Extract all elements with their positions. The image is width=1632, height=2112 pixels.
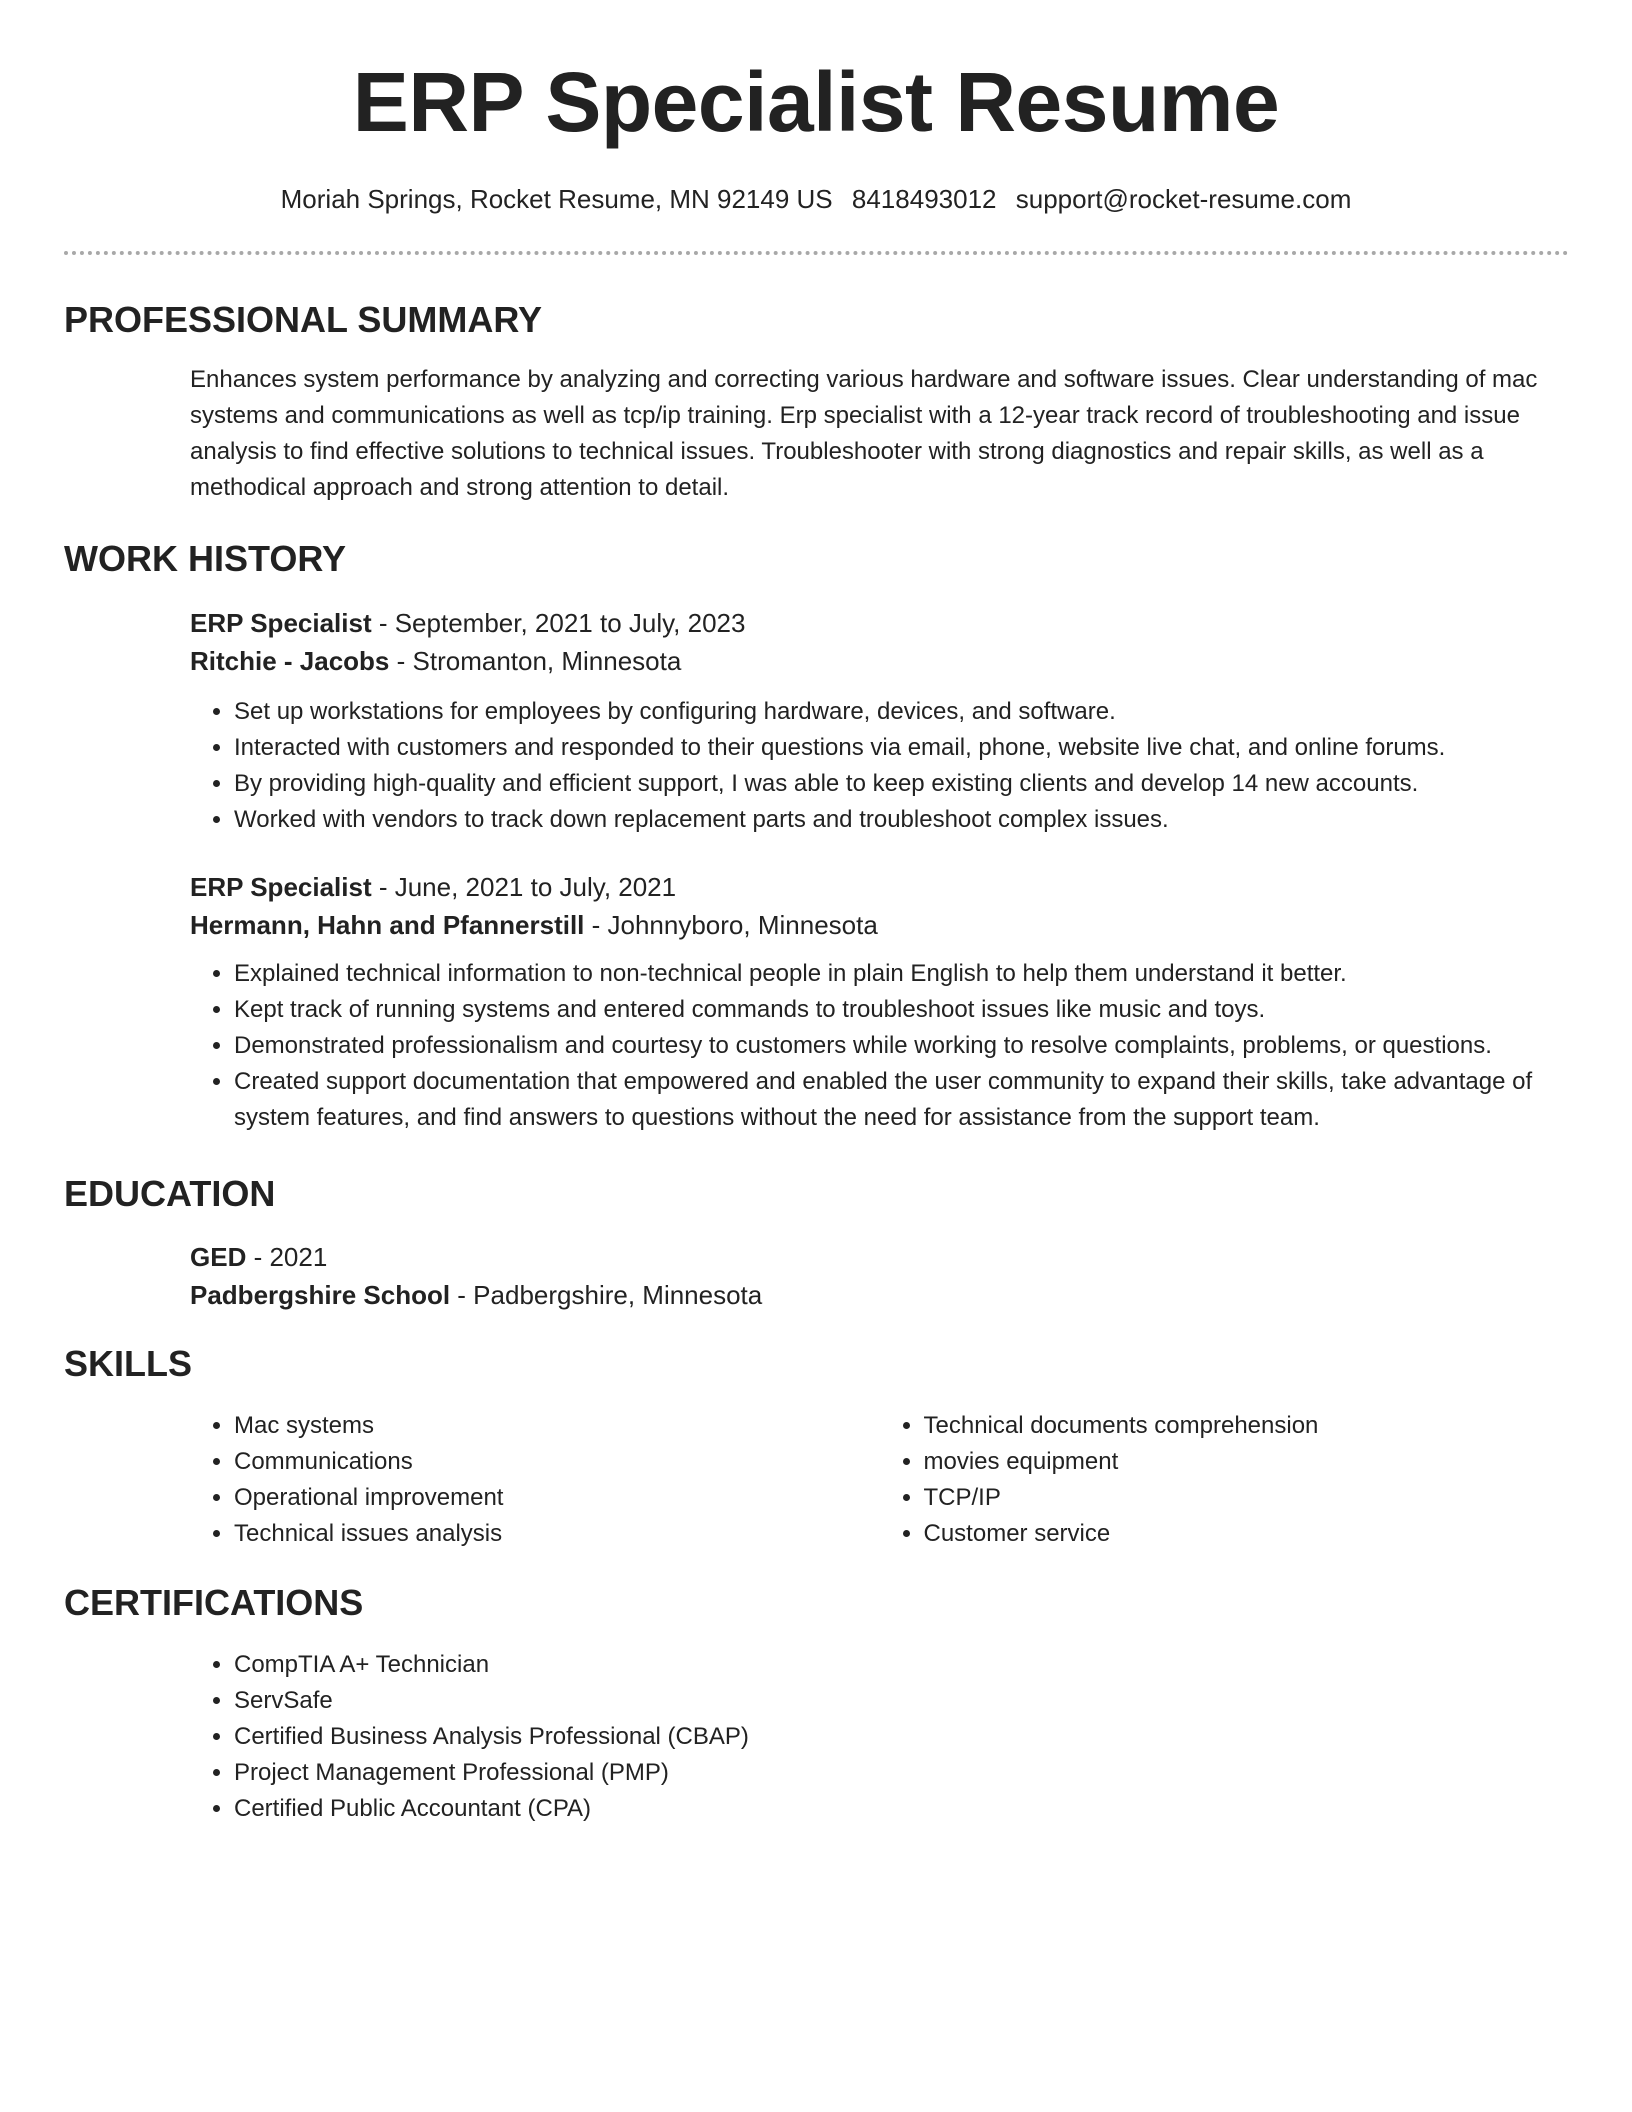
education-degree-line bbox=[190, 1238, 1569, 1276]
education-degree: GED bbox=[190, 1242, 247, 1272]
education-section bbox=[64, 1172, 1569, 1314]
skill-item: • TCP/IP bbox=[924, 1480, 1570, 1516]
education-school-line bbox=[190, 1276, 1569, 1314]
job-title: ERP Specialist bbox=[190, 872, 372, 902]
job-bullet: • By providing high-quality and efficient support, I was able to keep existing clients and develop 14 new accounts. bbox=[234, 766, 1569, 802]
job-bullet: • Set up workstations for employees by configuring hardware, devices, and software. bbox=[234, 694, 1569, 730]
skills-grid bbox=[190, 1386, 1569, 1552]
certification-item: • Certified Business Analysis Professional (CBAP) bbox=[234, 1719, 1569, 1755]
job-title-line bbox=[190, 868, 1569, 906]
summary-section bbox=[64, 298, 1569, 506]
contact-address: Moriah Springs, Rocket Resume, MN 92149 US bbox=[280, 184, 833, 214]
resume-title: ERP Specialist Resume bbox=[352, 55, 1280, 149]
header-divider bbox=[64, 251, 1569, 255]
summary-heading: PROFESSIONAL SUMMARY bbox=[64, 299, 543, 340]
skill-item: • Communications bbox=[234, 1444, 880, 1480]
job-dates: - September, 2021 to July, 2023 bbox=[371, 608, 746, 638]
certifications-section bbox=[64, 1581, 1569, 1827]
contact-email: support@rocket-resume.com bbox=[1015, 184, 1352, 214]
job-title-line bbox=[190, 604, 1569, 642]
skills-heading: SKILLS bbox=[64, 1343, 193, 1384]
job-location: - Stromanton, Minnesota bbox=[389, 646, 682, 676]
certifications-list bbox=[190, 1647, 1569, 1827]
certifications-heading: CERTIFICATIONS bbox=[64, 1582, 364, 1623]
job-entry bbox=[190, 581, 1569, 838]
job-bullet: • Demonstrated professionalism and courtesy to customers while working to resolve complaints, problems, or questions. bbox=[234, 1028, 1569, 1064]
skill-item: • Operational improvement bbox=[234, 1480, 880, 1516]
contact-phone: 8418493012 bbox=[851, 184, 997, 214]
certification-item: • Project Management Professional (PMP) bbox=[234, 1755, 1569, 1791]
skill-item: • Customer service bbox=[924, 1516, 1570, 1552]
job-company: Ritchie - Jacobs bbox=[190, 646, 390, 676]
skills-list-right bbox=[880, 1408, 1570, 1552]
job-bullet: • Created support documentation that empowered and enabled the user community to expand their skills, take advantage of system features, and find answers to questions without the need for assistance from the support team. bbox=[234, 1064, 1569, 1136]
certification-item: • Certified Public Accountant (CPA) bbox=[234, 1791, 1569, 1827]
job-bullet: • Interacted with customers and responded to their questions via email, phone, website live chat, and online forums. bbox=[234, 730, 1569, 766]
skill-item: • movies equipment bbox=[924, 1444, 1570, 1480]
summary-text: Enhances system performance by analyzing and correcting various hardware and software issues. Clear understanding of mac systems and communications as well as tcp/ip training. Erp specialist with a 12-year track record of troubleshooting and issue analysis to find effective solutions to technical issues. Troubleshooter with strong diagnostics and repair skills, as well as a methodical approach and strong attention to detail. bbox=[190, 366, 1538, 501]
job-title: ERP Specialist bbox=[190, 608, 372, 638]
skill-item: • Technical issues analysis bbox=[234, 1516, 880, 1552]
job-dates: - June, 2021 to July, 2021 bbox=[371, 872, 677, 902]
job-location: - Johnnyboro, Minnesota bbox=[584, 910, 878, 940]
education-school: Padbergshire School bbox=[190, 1280, 451, 1310]
job-company: Hermann, Hahn and Pfannerstill bbox=[190, 910, 585, 940]
certification-item: • ServSafe bbox=[234, 1683, 1569, 1719]
job-company-line bbox=[190, 906, 1569, 944]
job-company-line bbox=[190, 642, 1569, 680]
education-location: - Padbergshire, Minnesota bbox=[450, 1280, 763, 1310]
education-year: - 2021 bbox=[246, 1242, 328, 1272]
skill-item: • Technical documents comprehension bbox=[924, 1408, 1570, 1444]
work-history-heading: WORK HISTORY bbox=[64, 538, 347, 579]
job-entry bbox=[190, 838, 1569, 1136]
work-history-section bbox=[64, 537, 1569, 1136]
job-bullet: • Kept track of running systems and entered commands to troubleshoot issues like music and toys. bbox=[234, 992, 1569, 1028]
contact-line bbox=[0, 182, 1632, 216]
skills-list-left bbox=[190, 1408, 880, 1552]
job-bullets bbox=[190, 956, 1569, 1136]
job-bullet: • Explained technical information to non-technical people in plain English to help them understand it better. bbox=[234, 956, 1569, 992]
skill-item: • Mac systems bbox=[234, 1408, 880, 1444]
job-bullet: • Worked with vendors to track down replacement parts and troubleshoot complex issues. bbox=[234, 802, 1569, 838]
job-bullets bbox=[190, 694, 1569, 838]
education-heading: EDUCATION bbox=[64, 1173, 276, 1214]
certification-item: • CompTIA A+ Technician bbox=[234, 1647, 1569, 1683]
skills-section bbox=[64, 1342, 1569, 1552]
